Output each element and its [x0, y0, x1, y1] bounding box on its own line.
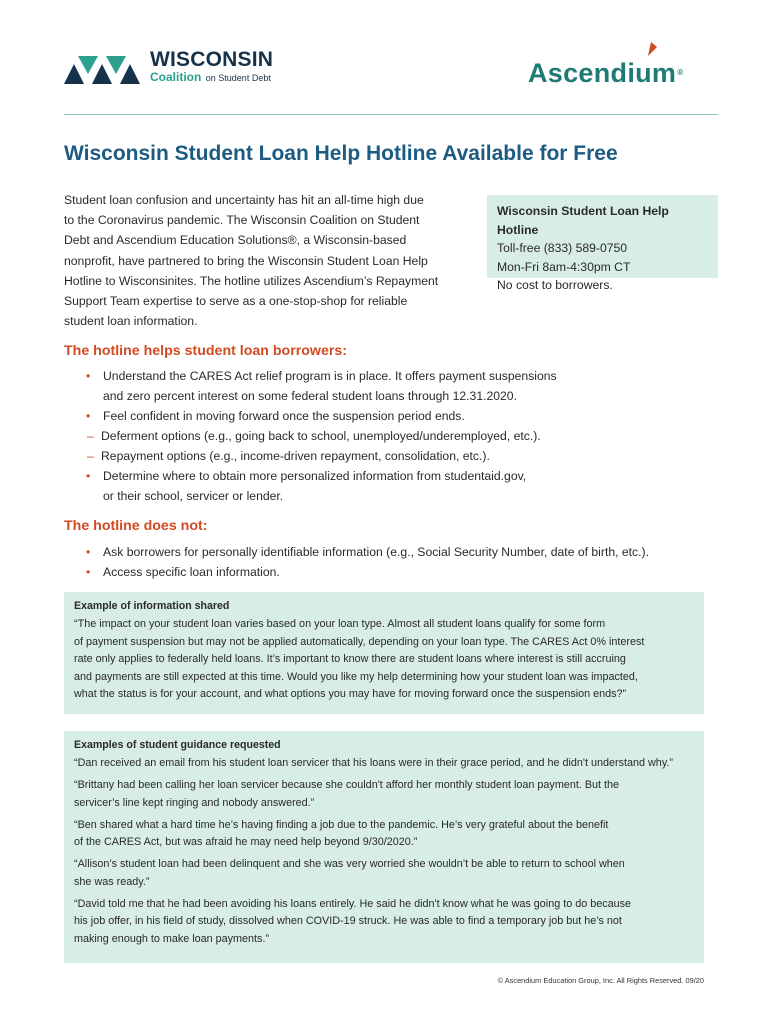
- helps-heading: The hotline helps student loan borrowers:: [64, 343, 347, 359]
- helps-list: [86, 366, 557, 506]
- guidance-box-heading: Examples of student guidance requested: [74, 739, 281, 751]
- list-item: • Determine where to obtain more personalized information from studentaid.gov,: [86, 469, 527, 483]
- example-quote-line: rate only applies to federally held loans. It’s important to know there are student loans where interest is still accruing: [74, 653, 626, 665]
- intro-paragraph: [64, 190, 474, 331]
- intro-line: Student loan confusion and uncertainty has hit an all-time high due: [64, 193, 424, 207]
- intro-line: nonprofit, have partnered to bring the Wisconsin Student Loan Help: [64, 253, 428, 268]
- example-quote-line: what the status is for your account, and what options you may have for moving forward once the suspension ends?”: [74, 688, 627, 700]
- example-quote-line: “The impact on your student loan varies based on your loan type. Almost all student loans qualify for some form: [74, 618, 606, 630]
- list-item: • Understand the CARES Act relief program is in place. It offers payment suspensions: [86, 369, 557, 383]
- does-not-heading: The hotline does not:: [64, 518, 208, 534]
- list-item: • Ask borrowers for personally identifiable information (e.g., Social Security Number, date of birth, etc.).: [86, 545, 649, 559]
- list-item-continuation: and zero percent interest on some federal student loans through 12.31.2020.: [103, 389, 517, 403]
- guidance-examples-box: [64, 731, 704, 963]
- wisconsin-coalition-logo: [64, 48, 294, 88]
- example-quote-line: of payment suspension but may not be applied automatically, depending on your loan type. The CARES Act 0% interest: [74, 635, 645, 648]
- copyright-footer: © Ascendium Education Group, Inc. All Rights Reserved. 09/20: [497, 976, 704, 985]
- does-not-list: [86, 542, 649, 582]
- guidance-quote: “Dan received an email from his student loan servicer that his loans were in their grace period, and he didn't understand why.”: [74, 757, 674, 769]
- guidance-quote: “Allison’s student loan had been delinquent and she was very worried she wouldn’t be able to return to school when she was ready.”: [74, 858, 625, 888]
- list-item: • Access specific loan information.: [86, 565, 280, 579]
- coalition-word: Coalition: [150, 70, 202, 84]
- hotline-cost: No cost to borrowers.: [497, 278, 613, 292]
- triangles-logo-icon: [64, 52, 142, 84]
- example-info-box: [64, 592, 704, 714]
- ascendium-flag-icon: [646, 42, 658, 56]
- guidance-quote: “Brittany had been calling her loan servicer because she couldn't afford her monthly student loan payment. But the servicer’s line kept ringing and nobody answered.”: [74, 779, 620, 809]
- intro-line: Hotline to Wisconsinites. The hotline utilizes Ascendium’s Repayment: [64, 273, 439, 288]
- intro-line: Debt and Ascendium Education Solutions®, a Wisconsin-based: [64, 233, 407, 248]
- intro-line: Support Team expertise to serve as a one-stop-shop for reliable: [64, 294, 408, 309]
- ascendium-logo-word: Ascendium®: [528, 58, 684, 88]
- page-title: Wisconsin Student Loan Help Hotline Available for Free: [64, 142, 618, 165]
- coalition-subword: on Student Debt: [205, 73, 271, 83]
- sub-list-item: – Deferment options (e.g., going back to school, unemployed/underemployed, etc.).: [87, 429, 541, 443]
- ascendium-logo: [528, 56, 708, 92]
- sub-list-item: – Repayment options (e.g., income-driven repayment, consolidation, etc.).: [87, 449, 490, 463]
- hotline-hours: Mon-Fri 8am-4:30pm CT: [497, 259, 631, 274]
- example-quote-line: and payments are still expected at this time. Would you like my help determining how your student loan was impacted,: [74, 670, 638, 683]
- hotline-box-title: Wisconsin Student Loan Help Hotline: [497, 204, 669, 237]
- guidance-quote: “Ben shared what a hard time he’s having finding a job due to the pandemic. He’s very grateful about the benefit of the CARES Act, but was afraid he may need help beyond 9/30/2020.”: [74, 818, 609, 849]
- example-box-heading: Example of information shared: [74, 600, 230, 612]
- page-header: [0, 0, 768, 115]
- list-item: • Feel confident in moving forward once the suspension period ends.: [86, 409, 465, 423]
- intro-line: student loan information.: [64, 314, 198, 329]
- wisconsin-logo-word: WISCONSIN: [150, 48, 274, 71]
- intro-line: to the Coronavirus pandemic. The Wisconsin Coalition on Student: [64, 213, 420, 228]
- hotline-phone: Toll-free (833) 589-0750: [497, 241, 628, 255]
- list-item-continuation: or their school, servicer or lender.: [103, 489, 284, 503]
- header-divider: [64, 114, 718, 115]
- guidance-quote: “David told me that he had been avoiding his loans entirely. He said he didn't know what he was going to do because his job offer, in his field of study, dissolved when COVID-19 struck. He was able to find a temporary job but he’s not making enough to make loan payments.”: [74, 898, 632, 945]
- coalition-logo-text: [150, 70, 271, 85]
- hotline-info-box: [487, 195, 718, 292]
